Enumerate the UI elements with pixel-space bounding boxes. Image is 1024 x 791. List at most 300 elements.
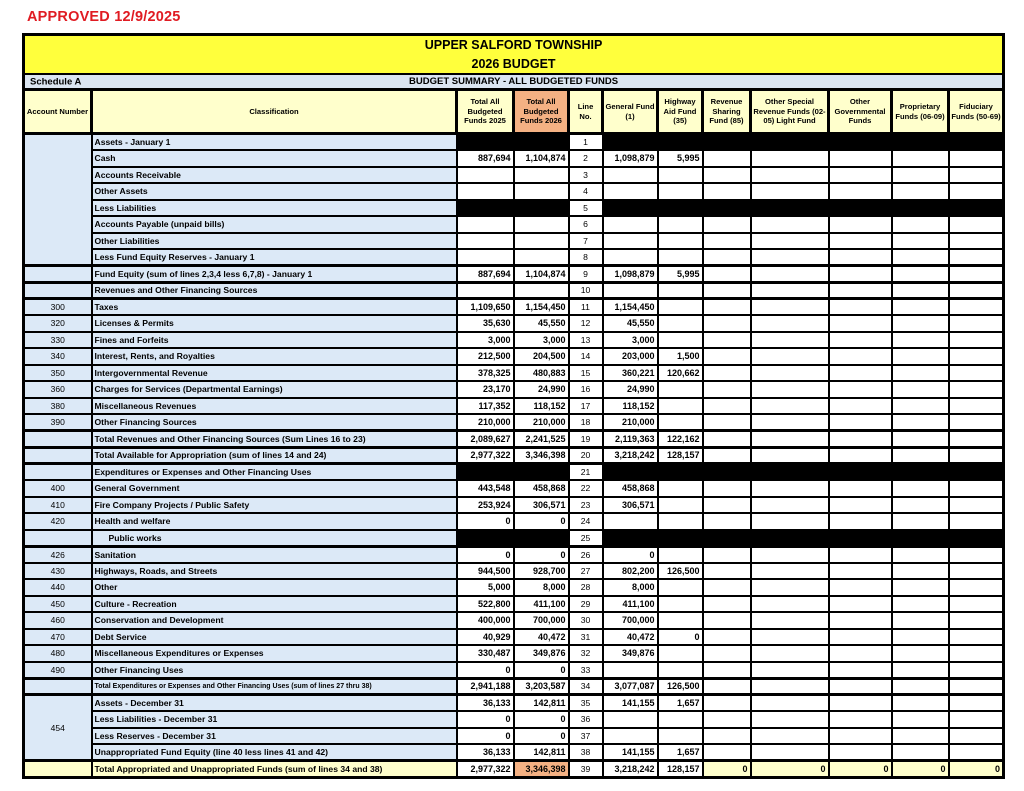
cell-general-line-26: 0 [603, 546, 658, 563]
cell-othergov-line-20 [829, 447, 892, 464]
table-row-line-5 [24, 200, 1004, 217]
cell-revshare-line-31 [703, 629, 751, 646]
cell-revshare-line-6 [703, 216, 751, 233]
cell-revshare-line-30 [703, 612, 751, 629]
cell-total2025-line-13: 3,000 [457, 332, 514, 349]
cell-osrf-line-34 [751, 678, 829, 695]
cell-line-line-32: 32 [569, 645, 603, 662]
cell-osrf-line-33 [751, 662, 829, 679]
cell-osrf-line-5 [751, 200, 829, 217]
cell-highway-line-31: 0 [658, 629, 703, 646]
cell-general-line-5 [603, 200, 658, 217]
table-row-line-21 [24, 464, 1004, 481]
cell-total2025-line-20: 2,977,322 [457, 447, 514, 464]
cell-osrf-line-22 [751, 480, 829, 497]
cell-othergov-line-23 [829, 497, 892, 514]
cell-total2025-line-9: 887,694 [457, 266, 514, 283]
cell-total2025-line-30: 400,000 [457, 612, 514, 629]
cell-total2025-line-38: 36,133 [457, 744, 514, 761]
cell-fiduciary-line-16 [949, 381, 1004, 398]
cell-general-line-10 [603, 282, 658, 299]
table-row-line-4 [24, 183, 1004, 200]
cell-othergov-line-16 [829, 381, 892, 398]
cell-general-line-6 [603, 216, 658, 233]
cell-total2025-line-5 [457, 200, 514, 217]
cell-total2026-line-28: 8,000 [514, 579, 569, 596]
cell-general-line-16: 24,990 [603, 381, 658, 398]
table-row-line-15 [24, 365, 1004, 382]
cell-fiduciary-line-24 [949, 513, 1004, 530]
cell-fiduciary-line-26 [949, 546, 1004, 563]
cell-revshare-line-11 [703, 299, 751, 316]
table-row-line-10 [24, 282, 1004, 299]
cell-general-line-28: 8,000 [603, 579, 658, 596]
cell-fiduciary-line-17 [949, 398, 1004, 415]
table-row-line-26 [24, 546, 1004, 563]
cell-othergov-line-13 [829, 332, 892, 349]
cell-fiduciary-line-30 [949, 612, 1004, 629]
table-row-line-7 [24, 233, 1004, 250]
cell-proprietary-line-24 [892, 513, 949, 530]
cell-classification-line-35: Assets - December 31 [92, 695, 457, 712]
cell-total2026-line-27: 928,700 [514, 563, 569, 580]
cell-proprietary-line-15 [892, 365, 949, 382]
cell-line-line-33: 33 [569, 662, 603, 679]
schedule-subtitle: BUDGET SUMMARY - ALL BUDGETED FUNDS [409, 76, 619, 87]
col-header-fiduciary-funds: Fiduciary Funds (50-69) [949, 90, 1004, 134]
cell-total2026-line-9: 1,104,874 [514, 266, 569, 283]
cell-osrf-line-1 [751, 134, 829, 151]
cell-total2025-line-15: 378,325 [457, 365, 514, 382]
cell-fiduciary-line-2 [949, 150, 1004, 167]
cell-othergov-line-11 [829, 299, 892, 316]
cell-general-line-25 [603, 530, 658, 547]
table-row-line-13 [24, 332, 1004, 349]
col-header-account-number: Account Number [24, 90, 92, 134]
cell-account-line-28: 440 [24, 579, 92, 596]
cell-line-line-26: 26 [569, 546, 603, 563]
table-row-line-37 [24, 728, 1004, 745]
cell-othergov-line-34 [829, 678, 892, 695]
cell-fiduciary-line-25 [949, 530, 1004, 547]
cell-othergov-line-15 [829, 365, 892, 382]
cell-general-line-4 [603, 183, 658, 200]
cell-osrf-line-9 [751, 266, 829, 283]
cell-osrf-line-39: 0 [751, 761, 829, 778]
cell-othergov-line-22 [829, 480, 892, 497]
cell-highway-line-38: 1,657 [658, 744, 703, 761]
cell-proprietary-line-7 [892, 233, 949, 250]
cell-highway-line-25 [658, 530, 703, 547]
cell-fiduciary-line-20 [949, 447, 1004, 464]
cell-revshare-line-17 [703, 398, 751, 415]
cell-osrf-line-26 [751, 546, 829, 563]
cell-account-line-32: 480 [24, 645, 92, 662]
cell-line-line-27: 27 [569, 563, 603, 580]
cell-classification-line-37: Less Reserves - December 31 [92, 728, 457, 745]
cell-classification-line-9: Fund Equity (sum of lines 2,3,4 less 6,7,8) - January 1 [92, 266, 457, 283]
cell-fiduciary-line-9 [949, 266, 1004, 283]
cell-proprietary-line-35 [892, 695, 949, 712]
table-row-line-16 [24, 381, 1004, 398]
cell-account-line-17: 380 [24, 398, 92, 415]
cell-othergov-line-29 [829, 596, 892, 613]
cell-line-line-19: 19 [569, 431, 603, 448]
cell-classification-line-7: Other Liabilities [92, 233, 457, 250]
cell-classification-line-18: Other Financing Sources [92, 414, 457, 431]
table-row-line-18 [24, 414, 1004, 431]
cell-revshare-line-36 [703, 711, 751, 728]
cell-total2026-line-16: 24,990 [514, 381, 569, 398]
cell-osrf-line-3 [751, 167, 829, 184]
cell-fiduciary-line-15 [949, 365, 1004, 382]
cell-othergov-line-33 [829, 662, 892, 679]
cell-proprietary-line-3 [892, 167, 949, 184]
cell-line-line-36: 36 [569, 711, 603, 728]
cell-total2026-line-29: 411,100 [514, 596, 569, 613]
cell-classification-line-32: Miscellaneous Expenditures or Expenses [92, 645, 457, 662]
cell-highway-line-28 [658, 579, 703, 596]
table-row-line-22 [24, 480, 1004, 497]
budget-year-title: 2026 BUDGET [471, 56, 556, 71]
schedule-label: Schedule A [30, 76, 82, 87]
cell-revshare-line-34 [703, 678, 751, 695]
cell-general-line-29: 411,100 [603, 596, 658, 613]
cell-total2026-line-21 [514, 464, 569, 481]
cell-revshare-line-29 [703, 596, 751, 613]
cell-total2026-line-1 [514, 134, 569, 151]
cell-line-line-4: 4 [569, 183, 603, 200]
cell-classification-line-34: Total Expenditures or Expenses and Other Financing Uses (sum of lines 27 thru 38) [92, 678, 457, 695]
cell-proprietary-line-25 [892, 530, 949, 547]
cell-osrf-line-10 [751, 282, 829, 299]
cell-line-line-9: 9 [569, 266, 603, 283]
cell-line-line-31: 31 [569, 629, 603, 646]
cell-classification-line-36: Less Liabilities - December 31 [92, 711, 457, 728]
cell-total2025-line-31: 40,929 [457, 629, 514, 646]
cell-line-line-20: 20 [569, 447, 603, 464]
table-row-line-32 [24, 645, 1004, 662]
cell-revshare-line-5 [703, 200, 751, 217]
cell-general-line-36 [603, 711, 658, 728]
table-row-line-12 [24, 315, 1004, 332]
cell-total2025-line-25 [457, 530, 514, 547]
cell-total2026-line-5 [514, 200, 569, 217]
cell-othergov-line-32 [829, 645, 892, 662]
cell-total2026-line-17: 118,152 [514, 398, 569, 415]
table-row-line-1 [24, 134, 1004, 151]
cell-total2025-line-37: 0 [457, 728, 514, 745]
cell-osrf-line-31 [751, 629, 829, 646]
cell-account-line-21 [24, 464, 92, 481]
cell-highway-line-33 [658, 662, 703, 679]
cell-highway-line-20: 128,157 [658, 447, 703, 464]
cell-total2026-line-18: 210,000 [514, 414, 569, 431]
cell-revshare-line-24 [703, 513, 751, 530]
cell-othergov-line-7 [829, 233, 892, 250]
schedule-row-cell [24, 74, 1004, 90]
cell-account-line-33: 490 [24, 662, 92, 679]
cell-total2026-line-26: 0 [514, 546, 569, 563]
cell-classification-line-26: Sanitation [92, 546, 457, 563]
cell-highway-line-7 [658, 233, 703, 250]
cell-revshare-line-2 [703, 150, 751, 167]
cell-classification-line-13: Fines and Forfeits [92, 332, 457, 349]
cell-line-line-17: 17 [569, 398, 603, 415]
cell-account-line-30: 460 [24, 612, 92, 629]
cell-general-line-21 [603, 464, 658, 481]
cell-account-line-11: 300 [24, 299, 92, 316]
cell-othergov-line-10 [829, 282, 892, 299]
cell-total2025-line-35: 36,133 [457, 695, 514, 712]
cell-osrf-line-15 [751, 365, 829, 382]
column-header-row [24, 90, 1004, 134]
cell-fiduciary-line-18 [949, 414, 1004, 431]
cell-othergov-line-39: 0 [829, 761, 892, 778]
cell-general-line-38: 141,155 [603, 744, 658, 761]
cell-total2025-line-22: 443,548 [457, 480, 514, 497]
cell-total2026-line-24: 0 [514, 513, 569, 530]
cell-total2026-line-11: 1,154,450 [514, 299, 569, 316]
cell-classification-line-22: General Government [92, 480, 457, 497]
cell-highway-line-14: 1,500 [658, 348, 703, 365]
cell-revshare-line-13 [703, 332, 751, 349]
cell-revshare-line-37 [703, 728, 751, 745]
cell-revshare-line-28 [703, 579, 751, 596]
cell-fiduciary-line-29 [949, 596, 1004, 613]
cell-total2025-line-17: 117,352 [457, 398, 514, 415]
cell-osrf-line-17 [751, 398, 829, 415]
cell-general-line-31: 40,472 [603, 629, 658, 646]
cell-line-line-11: 11 [569, 299, 603, 316]
cell-highway-line-9: 5,995 [658, 266, 703, 283]
cell-proprietary-line-29 [892, 596, 949, 613]
cell-proprietary-line-39: 0 [892, 761, 949, 778]
cell-fiduciary-line-37 [949, 728, 1004, 745]
cell-classification-line-33: Other Financing Uses [92, 662, 457, 679]
cell-line-line-1: 1 [569, 134, 603, 151]
cell-osrf-line-7 [751, 233, 829, 250]
cell-osrf-line-24 [751, 513, 829, 530]
cell-othergov-line-36 [829, 711, 892, 728]
cell-classification-line-25: Public works [92, 530, 457, 547]
cell-revshare-line-22 [703, 480, 751, 497]
cell-line-line-16: 16 [569, 381, 603, 398]
cell-othergov-line-27 [829, 563, 892, 580]
cell-highway-line-34: 126,500 [658, 678, 703, 695]
cell-revshare-line-33 [703, 662, 751, 679]
cell-account-line-20 [24, 447, 92, 464]
cell-total2026-line-19: 2,241,525 [514, 431, 569, 448]
cell-total2026-line-39: 3,346,398 [514, 761, 569, 778]
cell-highway-line-1 [658, 134, 703, 151]
cell-proprietary-line-32 [892, 645, 949, 662]
cell-othergov-line-18 [829, 414, 892, 431]
cell-total2026-line-10 [514, 282, 569, 299]
cell-total2026-line-32: 349,876 [514, 645, 569, 662]
cell-line-line-10: 10 [569, 282, 603, 299]
table-row-line-33 [24, 662, 1004, 679]
cell-total2025-line-7 [457, 233, 514, 250]
cell-osrf-line-11 [751, 299, 829, 316]
cell-osrf-line-12 [751, 315, 829, 332]
cell-fiduciary-line-23 [949, 497, 1004, 514]
cell-line-line-24: 24 [569, 513, 603, 530]
cell-revshare-line-20 [703, 447, 751, 464]
cell-general-line-8 [603, 249, 658, 266]
cell-proprietary-line-31 [892, 629, 949, 646]
table-row-line-39 [24, 761, 1004, 778]
cell-total2026-line-31: 40,472 [514, 629, 569, 646]
cell-total2025-line-21 [457, 464, 514, 481]
cell-classification-line-29: Culture - Recreation [92, 596, 457, 613]
cell-general-line-27: 802,200 [603, 563, 658, 580]
cell-revshare-line-1 [703, 134, 751, 151]
cell-line-line-18: 18 [569, 414, 603, 431]
cell-revshare-line-32 [703, 645, 751, 662]
col-header-total-2025: Total All Budgeted Funds 2025 [457, 90, 514, 134]
cell-line-line-12: 12 [569, 315, 603, 332]
col-header-highway-aid-fund: Highway Aid Fund (35) [658, 90, 703, 134]
cell-othergov-line-25 [829, 530, 892, 547]
cell-account-line-35: 454 [24, 695, 92, 761]
cell-fiduciary-line-8 [949, 249, 1004, 266]
cell-classification-line-30: Conservation and Development [92, 612, 457, 629]
cell-highway-line-30 [658, 612, 703, 629]
cell-highway-line-12 [658, 315, 703, 332]
cell-classification-line-8: Less Fund Equity Reserves - January 1 [92, 249, 457, 266]
cell-proprietary-line-34 [892, 678, 949, 695]
cell-total2025-line-1 [457, 134, 514, 151]
table-row-line-28 [24, 579, 1004, 596]
col-header-other-governmental-funds: Other Governmental Funds [829, 90, 892, 134]
cell-account-line-26: 426 [24, 546, 92, 563]
cell-fiduciary-line-38 [949, 744, 1004, 761]
cell-revshare-line-26 [703, 546, 751, 563]
cell-total2025-line-18: 210,000 [457, 414, 514, 431]
cell-general-line-32: 349,876 [603, 645, 658, 662]
cell-account-line-39 [24, 761, 92, 778]
cell-proprietary-line-8 [892, 249, 949, 266]
table-row-line-2 [24, 150, 1004, 167]
cell-revshare-line-15 [703, 365, 751, 382]
cell-osrf-line-20 [751, 447, 829, 464]
cell-total2025-line-27: 944,500 [457, 563, 514, 580]
cell-total2025-line-8 [457, 249, 514, 266]
cell-othergov-line-17 [829, 398, 892, 415]
cell-proprietary-line-33 [892, 662, 949, 679]
cell-account-line-10 [24, 282, 92, 299]
table-row-line-20 [24, 447, 1004, 464]
cell-fiduciary-line-13 [949, 332, 1004, 349]
title-banner-cell [24, 35, 1004, 75]
table-row-line-24 [24, 513, 1004, 530]
cell-total2025-line-3 [457, 167, 514, 184]
cell-line-line-13: 13 [569, 332, 603, 349]
cell-proprietary-line-14 [892, 348, 949, 365]
cell-proprietary-line-36 [892, 711, 949, 728]
cell-total2025-line-34: 2,941,188 [457, 678, 514, 695]
cell-account-line-9 [24, 266, 92, 283]
cell-classification-line-23: Fire Company Projects / Public Safety [92, 497, 457, 514]
cell-proprietary-line-4 [892, 183, 949, 200]
cell-othergov-line-30 [829, 612, 892, 629]
cell-revshare-line-23 [703, 497, 751, 514]
cell-classification-line-2: Cash [92, 150, 457, 167]
cell-classification-line-20: Total Available for Appropriation (sum of lines 14 and 24) [92, 447, 457, 464]
table-row-line-25 [24, 530, 1004, 547]
cell-line-line-39: 39 [569, 761, 603, 778]
table-row-line-29 [24, 596, 1004, 613]
cell-total2025-line-24: 0 [457, 513, 514, 530]
cell-classification-line-4: Other Assets [92, 183, 457, 200]
cell-line-line-25: 25 [569, 530, 603, 547]
cell-othergov-line-19 [829, 431, 892, 448]
cell-total2025-line-16: 23,170 [457, 381, 514, 398]
cell-highway-line-29 [658, 596, 703, 613]
cell-proprietary-line-28 [892, 579, 949, 596]
cell-classification-line-5: Less Liabilities [92, 200, 457, 217]
cell-total2026-line-20: 3,346,398 [514, 447, 569, 464]
cell-total2025-line-19: 2,089,627 [457, 431, 514, 448]
cell-line-line-28: 28 [569, 579, 603, 596]
cell-osrf-line-13 [751, 332, 829, 349]
cell-line-line-8: 8 [569, 249, 603, 266]
cell-total2026-line-3 [514, 167, 569, 184]
cell-fiduciary-line-36 [949, 711, 1004, 728]
cell-general-line-18: 210,000 [603, 414, 658, 431]
cell-highway-line-22 [658, 480, 703, 497]
cell-total2026-line-37: 0 [514, 728, 569, 745]
cell-revshare-line-39: 0 [703, 761, 751, 778]
cell-total2025-line-23: 253,924 [457, 497, 514, 514]
cell-osrf-line-6 [751, 216, 829, 233]
cell-fiduciary-line-6 [949, 216, 1004, 233]
cell-line-line-14: 14 [569, 348, 603, 365]
cell-othergov-line-37 [829, 728, 892, 745]
cell-othergov-line-28 [829, 579, 892, 596]
cell-revshare-line-8 [703, 249, 751, 266]
cell-highway-line-19: 122,162 [658, 431, 703, 448]
cell-classification-line-3: Accounts Receivable [92, 167, 457, 184]
budget-sheet [22, 33, 1005, 779]
table-row-line-31 [24, 629, 1004, 646]
cell-account-line-14: 340 [24, 348, 92, 365]
cell-proprietary-line-9 [892, 266, 949, 283]
cell-revshare-line-12 [703, 315, 751, 332]
cell-proprietary-line-17 [892, 398, 949, 415]
cell-total2025-line-26: 0 [457, 546, 514, 563]
cell-proprietary-line-13 [892, 332, 949, 349]
cell-fiduciary-line-28 [949, 579, 1004, 596]
cell-othergov-line-24 [829, 513, 892, 530]
cell-revshare-line-4 [703, 183, 751, 200]
cell-fiduciary-line-11 [949, 299, 1004, 316]
table-row-line-6 [24, 216, 1004, 233]
cell-total2025-line-33: 0 [457, 662, 514, 679]
cell-highway-line-4 [658, 183, 703, 200]
cell-fiduciary-line-5 [949, 200, 1004, 217]
cell-revshare-line-18 [703, 414, 751, 431]
table-row-line-38 [24, 744, 1004, 761]
approved-stamp: APPROVED 12/9/2025 [27, 9, 181, 25]
cell-classification-line-38: Unappropriated Fund Equity (line 40 less lines 41 and 42) [92, 744, 457, 761]
cell-general-line-1 [603, 134, 658, 151]
cell-line-line-5: 5 [569, 200, 603, 217]
township-title: UPPER SALFORD TOWNSHIP [424, 38, 603, 53]
cell-general-line-11: 1,154,450 [603, 299, 658, 316]
cell-fiduciary-line-35 [949, 695, 1004, 712]
